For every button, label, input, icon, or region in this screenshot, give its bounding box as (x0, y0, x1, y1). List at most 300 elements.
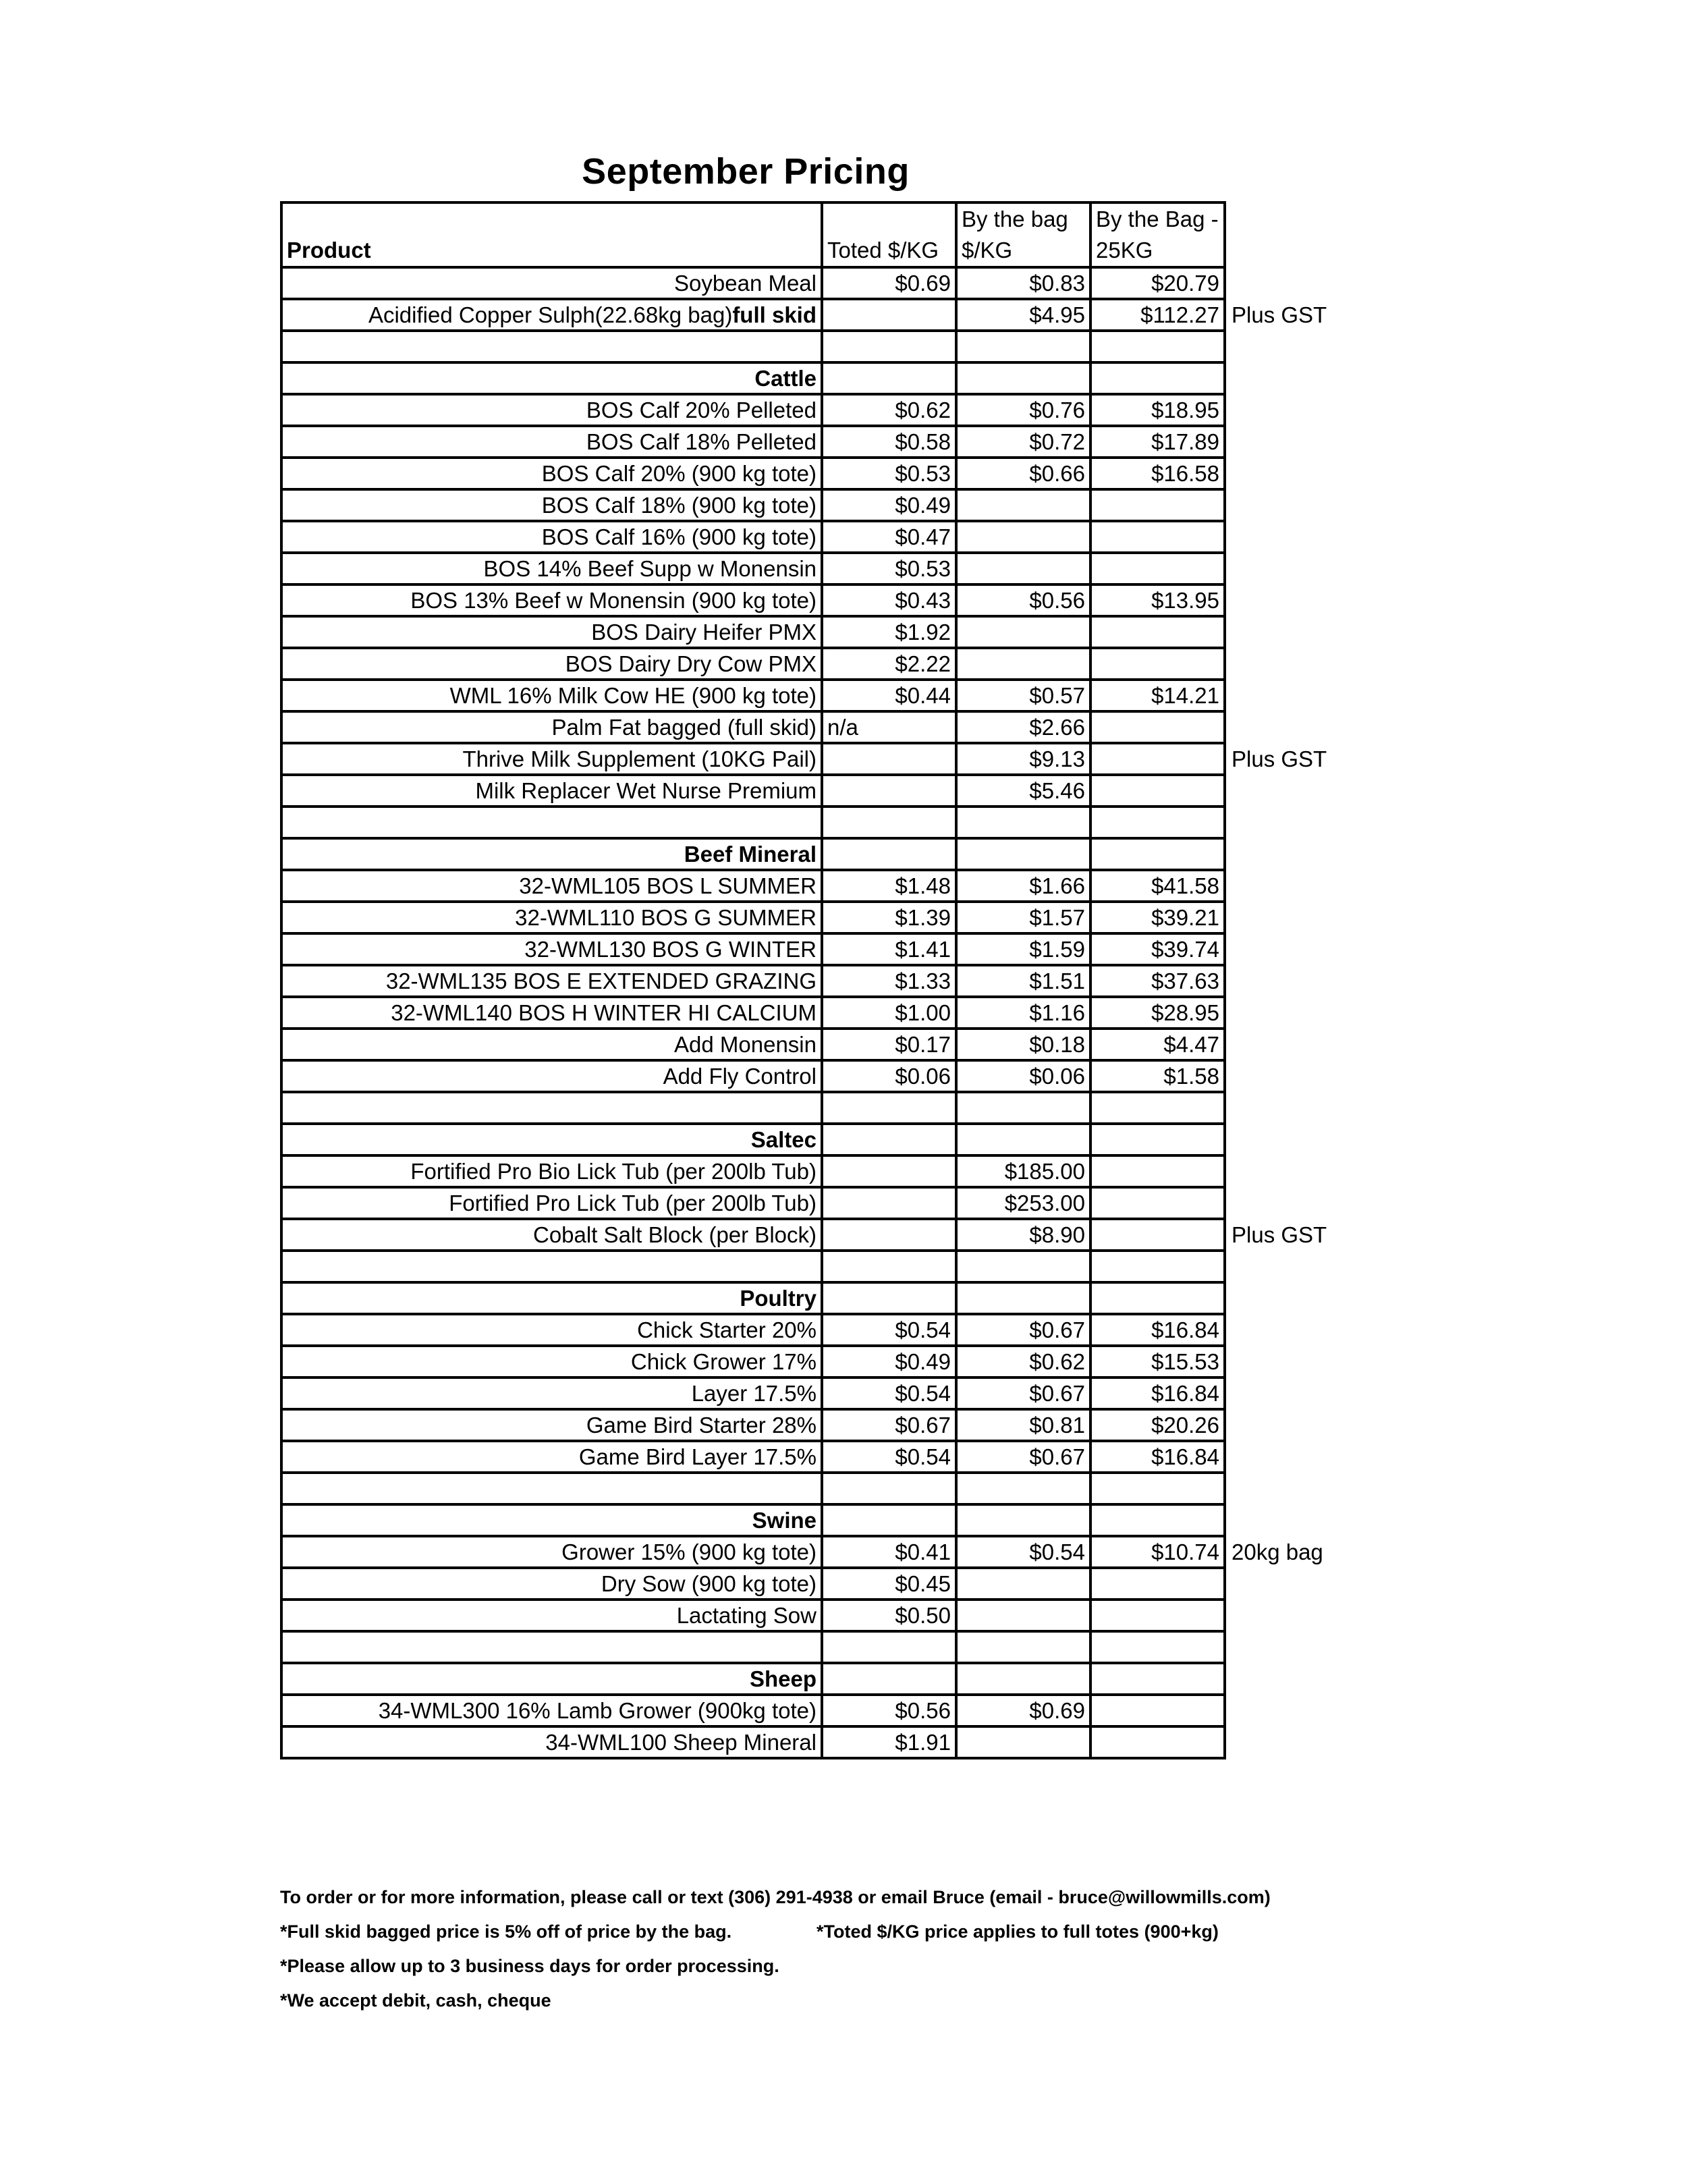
bag-kg-cell: $8.90 (956, 1219, 1090, 1251)
product-name: 32-WML110 BOS G SUMMER (515, 904, 817, 930)
bag-25kg-cell: $39.21 (1090, 902, 1225, 933)
section-row (281, 838, 1353, 870)
blank-row (281, 1631, 1353, 1663)
product-cell (281, 299, 822, 331)
bag-kg-cell (956, 521, 1090, 553)
table-row (281, 933, 1353, 965)
bag-25kg-cell: $16.84 (1090, 1377, 1225, 1409)
toted-cell (822, 331, 956, 362)
product-cell (281, 648, 822, 680)
toted-cell (822, 1663, 956, 1695)
note-cell (1225, 933, 1353, 965)
note-cell: 20kg bag (1232, 1539, 1323, 1564)
pricing-table (280, 201, 1354, 1759)
table-row (281, 902, 1353, 933)
bag-kg-cell: $0.69 (956, 1695, 1090, 1726)
bag-kg-cell (956, 1600, 1090, 1631)
bag-25kg-cell (1090, 1092, 1225, 1124)
note-cell (1225, 870, 1353, 902)
bag-25kg-cell: $37.63 (1090, 965, 1225, 997)
section-row (281, 362, 1353, 394)
bag-kg-cell: $0.83 (956, 267, 1090, 299)
note-cell (1225, 1346, 1353, 1377)
note-cell (1225, 1124, 1353, 1155)
toted-cell: $0.54 (822, 1377, 956, 1409)
bag-25kg-cell (1090, 1187, 1225, 1219)
note-cell (1225, 1092, 1353, 1124)
bag-kg-cell: $0.57 (956, 680, 1090, 711)
section-heading: Beef Mineral (281, 838, 822, 870)
product-name: Layer 17.5% (691, 1380, 817, 1406)
bag-kg-cell (956, 1251, 1090, 1282)
toted-cell: $0.58 (822, 426, 956, 458)
note-cell (1225, 553, 1353, 584)
product-cell (281, 1568, 822, 1600)
table-row (281, 299, 1353, 331)
note-cell (1225, 458, 1353, 489)
toted-cell (822, 1631, 956, 1663)
toted-cell: $1.39 (822, 902, 956, 933)
product-name: Add Fly Control (663, 1063, 817, 1089)
note-cell (1225, 1029, 1353, 1060)
bag-25kg-cell (1090, 648, 1225, 680)
note-cell (1225, 1695, 1353, 1726)
bag-kg-cell (956, 1568, 1090, 1600)
product-cell (281, 458, 822, 489)
note-cell (1225, 838, 1353, 870)
table-row (281, 1155, 1353, 1187)
bag-kg-cell: $185.00 (956, 1155, 1090, 1187)
bag-kg-cell (956, 1504, 1090, 1536)
product-name: BOS Dairy Dry Cow PMX (565, 651, 817, 676)
note-cell (1225, 902, 1353, 933)
product-cell (281, 1029, 822, 1060)
toted-cell (822, 807, 956, 838)
note-cell (1225, 1060, 1353, 1092)
toted-cell: $0.45 (822, 1568, 956, 1600)
toted-cell: $0.54 (822, 1441, 956, 1473)
product-name: Fortified Pro Lick Tub (per 200lb Tub) (449, 1190, 817, 1216)
product-cell (281, 584, 822, 616)
product-name: Cobalt Salt Block (per Block) (533, 1222, 817, 1247)
bag-25kg-cell (1090, 1282, 1225, 1314)
product-name: BOS Calf 16% (900 kg tote) (541, 524, 817, 549)
note-cell (1225, 965, 1353, 997)
toted-cell: n/a (822, 711, 956, 743)
product-cell (281, 1377, 822, 1409)
product-name: Chick Starter 20% (637, 1317, 817, 1342)
product-name: WML 16% Milk Cow HE (900 kg tote) (449, 682, 817, 708)
product-cell (281, 1314, 822, 1346)
product-name: Game Bird Layer 17.5% (578, 1444, 817, 1469)
toted-cell (822, 1092, 956, 1124)
bag-kg-cell: $253.00 (956, 1187, 1090, 1219)
bag-25kg-cell (1090, 1695, 1225, 1726)
bag-25kg-cell: $20.79 (1090, 267, 1225, 299)
note-cell (1225, 521, 1353, 553)
toted-cell (822, 1251, 956, 1282)
bag-25kg-cell (1090, 1726, 1225, 1758)
section-row (281, 1504, 1353, 1536)
bag-25kg-cell: $20.26 (1090, 1409, 1225, 1441)
toted-cell (822, 362, 956, 394)
product-cell (281, 1631, 822, 1663)
toted-cell: $1.92 (822, 616, 956, 648)
product-cell (281, 1187, 822, 1219)
toted-cell: $0.47 (822, 521, 956, 553)
toted-cell: $1.91 (822, 1726, 956, 1758)
bag-kg-cell (956, 648, 1090, 680)
bag-25kg-cell: $16.84 (1090, 1314, 1225, 1346)
note-cell (1225, 1155, 1353, 1187)
blank-row (281, 1251, 1353, 1282)
product-cell (281, 1600, 822, 1631)
product-name: Chick Grower 17% (630, 1348, 817, 1374)
product-name: Fortified Pro Bio Lick Tub (per 200lb Tub) (410, 1158, 817, 1184)
product-cell (281, 394, 822, 426)
toted-cell (822, 775, 956, 807)
product-name: 32-WML135 BOS E EXTENDED GRAZING (385, 968, 817, 993)
bag-kg-cell: $4.95 (956, 299, 1090, 331)
note-cell (1225, 267, 1353, 299)
product-cell (281, 807, 822, 838)
product-name: BOS Calf 18% (900 kg tote) (541, 492, 817, 518)
note-cell (1225, 648, 1353, 680)
table-row (281, 1029, 1353, 1060)
bag-25kg-cell: $39.74 (1090, 933, 1225, 965)
section-heading: Sheep (281, 1663, 822, 1695)
toted-cell: $0.69 (822, 267, 956, 299)
product-cell (281, 902, 822, 933)
product-name: BOS Calf 20% (900 kg tote) (541, 460, 817, 486)
note-cell (1225, 1473, 1353, 1504)
bag-25kg-cell: $16.58 (1090, 458, 1225, 489)
bag-25kg-cell (1090, 1600, 1225, 1631)
product-name: Palm Fat bagged (full skid) (551, 714, 817, 740)
header-note (1225, 202, 1353, 267)
bag-kg-cell: $5.46 (956, 775, 1090, 807)
bag-kg-cell: $0.66 (956, 458, 1090, 489)
bag-25kg-cell (1090, 521, 1225, 553)
note-cell (1225, 1282, 1353, 1314)
bag-kg-cell (956, 362, 1090, 394)
table-row (281, 458, 1353, 489)
product-name: BOS Calf 20% Pelleted (586, 397, 817, 422)
toted-cell: $0.54 (822, 1314, 956, 1346)
product-cell (281, 1251, 822, 1282)
note-cell (1225, 489, 1353, 521)
table-row (281, 1346, 1353, 1377)
product-cell (281, 1409, 822, 1441)
payment-note: *We accept debit, cash, cheque (280, 1990, 551, 2011)
toted-cell (822, 1219, 956, 1251)
note-cell (1225, 711, 1353, 743)
note-cell (1225, 1251, 1353, 1282)
section-row (281, 1282, 1353, 1314)
bag-25kg-cell: $13.95 (1090, 584, 1225, 616)
toted-cell: $1.48 (822, 870, 956, 902)
product-name: Add Monensin (674, 1031, 817, 1057)
toted-cell (822, 1155, 956, 1187)
blank-row (281, 1473, 1353, 1504)
section-heading: Swine (281, 1504, 822, 1536)
note-cell (1225, 680, 1353, 711)
bag-kg-cell: $9.13 (956, 743, 1090, 775)
bag-25kg-cell (1090, 1219, 1225, 1251)
note-cell (1225, 1726, 1353, 1758)
toted-note: *Toted $/KG price applies to full totes (900+kg) (817, 1921, 1219, 1942)
section-heading: Saltec (281, 1124, 822, 1155)
header-product: Product (281, 202, 822, 267)
bag-25kg-cell (1090, 1631, 1225, 1663)
bag-kg-cell (956, 1631, 1090, 1663)
product-cell (281, 1695, 822, 1726)
bag-kg-cell: $0.67 (956, 1441, 1090, 1473)
table-row (281, 1187, 1353, 1219)
product-cell (281, 521, 822, 553)
bag-25kg-cell (1090, 807, 1225, 838)
table-row (281, 584, 1353, 616)
bag-25kg-cell (1090, 1473, 1225, 1504)
toted-cell (822, 1473, 956, 1504)
blank-row (281, 807, 1353, 838)
note-cell (1225, 362, 1353, 394)
bag-25kg-cell (1090, 331, 1225, 362)
product-cell (281, 997, 822, 1029)
bag-kg-cell (956, 1473, 1090, 1504)
toted-cell: $0.41 (822, 1536, 956, 1568)
product-cell (281, 1155, 822, 1187)
toted-cell: $0.53 (822, 458, 956, 489)
toted-cell: $0.17 (822, 1029, 956, 1060)
bag-25kg-cell (1090, 711, 1225, 743)
toted-cell (822, 743, 956, 775)
product-cell (281, 331, 822, 362)
bag-kg-cell (956, 489, 1090, 521)
product-cell (281, 1536, 822, 1568)
table-row (281, 1695, 1353, 1726)
product-name: BOS Calf 18% Pelleted (586, 429, 817, 454)
product-name: Game Bird Starter 28% (586, 1412, 817, 1438)
note-cell (1225, 1377, 1353, 1409)
header-bag-25kg: By the Bag - 25KG (1090, 202, 1225, 267)
bag-kg-cell: $0.56 (956, 584, 1090, 616)
product-cell (281, 743, 822, 775)
bag-25kg-cell: $15.53 (1090, 1346, 1225, 1377)
table-row (281, 1314, 1353, 1346)
product-name: Grower 15% (900 kg tote) (561, 1539, 817, 1564)
bag-25kg-cell: $14.21 (1090, 680, 1225, 711)
bag-kg-cell: $0.06 (956, 1060, 1090, 1092)
table-row (281, 616, 1353, 648)
table-row (281, 489, 1353, 521)
table-row (281, 426, 1353, 458)
toted-cell: $0.56 (822, 1695, 956, 1726)
bag-kg-cell: $1.59 (956, 933, 1090, 965)
bag-kg-cell: $0.54 (956, 1536, 1090, 1568)
bag-25kg-cell: $1.58 (1090, 1060, 1225, 1092)
note-cell (1225, 426, 1353, 458)
table-row (281, 711, 1353, 743)
toted-cell (822, 1187, 956, 1219)
table-row (281, 965, 1353, 997)
product-name: 34-WML100 Sheep Mineral (545, 1729, 817, 1755)
product-cell (281, 933, 822, 965)
bag-kg-cell (956, 1663, 1090, 1695)
product-name: 32-WML130 BOS G WINTER (524, 936, 817, 962)
product-name: Soybean Meal (674, 270, 817, 296)
bag-25kg-cell: $17.89 (1090, 426, 1225, 458)
product-cell (281, 489, 822, 521)
bag-kg-cell: $1.66 (956, 870, 1090, 902)
toted-cell (822, 838, 956, 870)
product-qualifier: full skid (732, 302, 817, 327)
bag-kg-cell (956, 1282, 1090, 1314)
table-row (281, 1536, 1353, 1568)
bag-kg-cell: $0.67 (956, 1377, 1090, 1409)
toted-cell: $0.06 (822, 1060, 956, 1092)
table-row (281, 775, 1353, 807)
product-name: Milk Replacer Wet Nurse Premium (475, 777, 817, 803)
product-cell (281, 1219, 822, 1251)
table-row (281, 1377, 1353, 1409)
toted-cell: $0.62 (822, 394, 956, 426)
product-name: BOS 14% Beef Supp w Monensin (483, 555, 817, 581)
product-name: BOS Dairy Heifer PMX (591, 619, 817, 645)
bag-kg-cell (956, 331, 1090, 362)
bag-25kg-cell (1090, 362, 1225, 394)
bag-25kg-cell (1090, 743, 1225, 775)
toted-cell: $0.49 (822, 489, 956, 521)
product-cell (281, 711, 822, 743)
note-cell (1225, 807, 1353, 838)
table-row (281, 267, 1353, 299)
bag-25kg-cell: $41.58 (1090, 870, 1225, 902)
product-name: Lactating Sow (676, 1602, 817, 1628)
skid-toted-line (280, 1915, 1427, 1949)
skid-note: *Full skid bagged price is 5% off of price by the bag. (280, 1921, 732, 1942)
product-name: 34-WML300 16% Lamb Grower (900kg tote) (378, 1697, 817, 1723)
toted-cell: $0.67 (822, 1409, 956, 1441)
product-name: Acidified Copper Sulph(22.68kg bag) (368, 302, 733, 327)
product-cell (281, 1726, 822, 1758)
toted-cell (822, 299, 956, 331)
product-name: BOS 13% Beef w Monensin (900 kg tote) (410, 587, 817, 613)
product-cell (281, 426, 822, 458)
toted-cell: $1.33 (822, 965, 956, 997)
product-cell (281, 1346, 822, 1377)
bag-kg-cell: $0.81 (956, 1409, 1090, 1441)
product-cell (281, 775, 822, 807)
toted-cell (822, 1124, 956, 1155)
note-cell: Plus GST (1232, 1222, 1327, 1247)
product-cell (281, 553, 822, 584)
bag-25kg-cell (1090, 838, 1225, 870)
toted-cell: $2.22 (822, 648, 956, 680)
bag-kg-cell (956, 1726, 1090, 1758)
toted-cell (822, 1282, 956, 1314)
bag-25kg-cell (1090, 775, 1225, 807)
table-row (281, 680, 1353, 711)
note-cell (1225, 394, 1353, 426)
note-cell (1225, 1600, 1353, 1631)
bag-25kg-cell: $4.47 (1090, 1029, 1225, 1060)
note-cell (1225, 1409, 1353, 1441)
contact-line: To order or for more information, please call or text (306) 291-4938 or email Bruce (email - bruce@willowmills.com) (280, 1887, 1271, 1907)
bag-kg-cell: $1.51 (956, 965, 1090, 997)
note-cell (1225, 1504, 1353, 1536)
product-cell (281, 1060, 822, 1092)
bag-25kg-cell (1090, 1504, 1225, 1536)
bag-25kg-cell (1090, 616, 1225, 648)
page-title: September Pricing (582, 151, 910, 192)
product-cell (281, 1441, 822, 1473)
product-cell (281, 870, 822, 902)
toted-cell: $0.49 (822, 1346, 956, 1377)
product-cell (281, 965, 822, 997)
bag-kg-cell (956, 1124, 1090, 1155)
toted-cell: $0.50 (822, 1600, 956, 1631)
table-row (281, 521, 1353, 553)
product-name: 32-WML140 BOS H WINTER HI CALCIUM (391, 1000, 817, 1025)
bag-25kg-cell (1090, 1568, 1225, 1600)
table-row (281, 1219, 1353, 1251)
table-row (281, 1726, 1353, 1758)
note-cell: Plus GST (1232, 746, 1327, 771)
bag-25kg-cell (1090, 1124, 1225, 1155)
product-cell (281, 616, 822, 648)
footer-notes (280, 1880, 1427, 2018)
toted-cell: $1.41 (822, 933, 956, 965)
bag-kg-cell: $1.16 (956, 997, 1090, 1029)
table-row (281, 394, 1353, 426)
bag-kg-cell: $1.57 (956, 902, 1090, 933)
bag-25kg-cell: $10.74 (1090, 1536, 1225, 1568)
note-cell (1225, 1663, 1353, 1695)
toted-cell: $0.43 (822, 584, 956, 616)
bag-kg-cell (956, 553, 1090, 584)
bag-25kg-cell (1090, 1155, 1225, 1187)
note-cell (1225, 584, 1353, 616)
table-row (281, 648, 1353, 680)
product-cell (281, 1473, 822, 1504)
table-row (281, 743, 1353, 775)
note-cell (1225, 331, 1353, 362)
note-cell (1225, 1314, 1353, 1346)
bag-25kg-cell (1090, 489, 1225, 521)
table-row (281, 997, 1353, 1029)
table-row (281, 1409, 1353, 1441)
bag-25kg-cell: $28.95 (1090, 997, 1225, 1029)
note-cell (1225, 1568, 1353, 1600)
header-bag-kg: By the bag $/KG (956, 202, 1090, 267)
section-row (281, 1124, 1353, 1155)
bag-kg-cell (956, 807, 1090, 838)
bag-25kg-cell: $16.84 (1090, 1441, 1225, 1473)
bag-kg-cell: $0.76 (956, 394, 1090, 426)
table-row (281, 1441, 1353, 1473)
table-row (281, 870, 1353, 902)
table-row (281, 1060, 1353, 1092)
bag-25kg-cell: $112.27 (1090, 299, 1225, 331)
blank-row (281, 1092, 1353, 1124)
note-cell (1225, 997, 1353, 1029)
toted-cell: $0.44 (822, 680, 956, 711)
note-cell (1225, 1631, 1353, 1663)
blank-row (281, 331, 1353, 362)
bag-25kg-cell: $18.95 (1090, 394, 1225, 426)
table-header-row (281, 202, 1353, 267)
